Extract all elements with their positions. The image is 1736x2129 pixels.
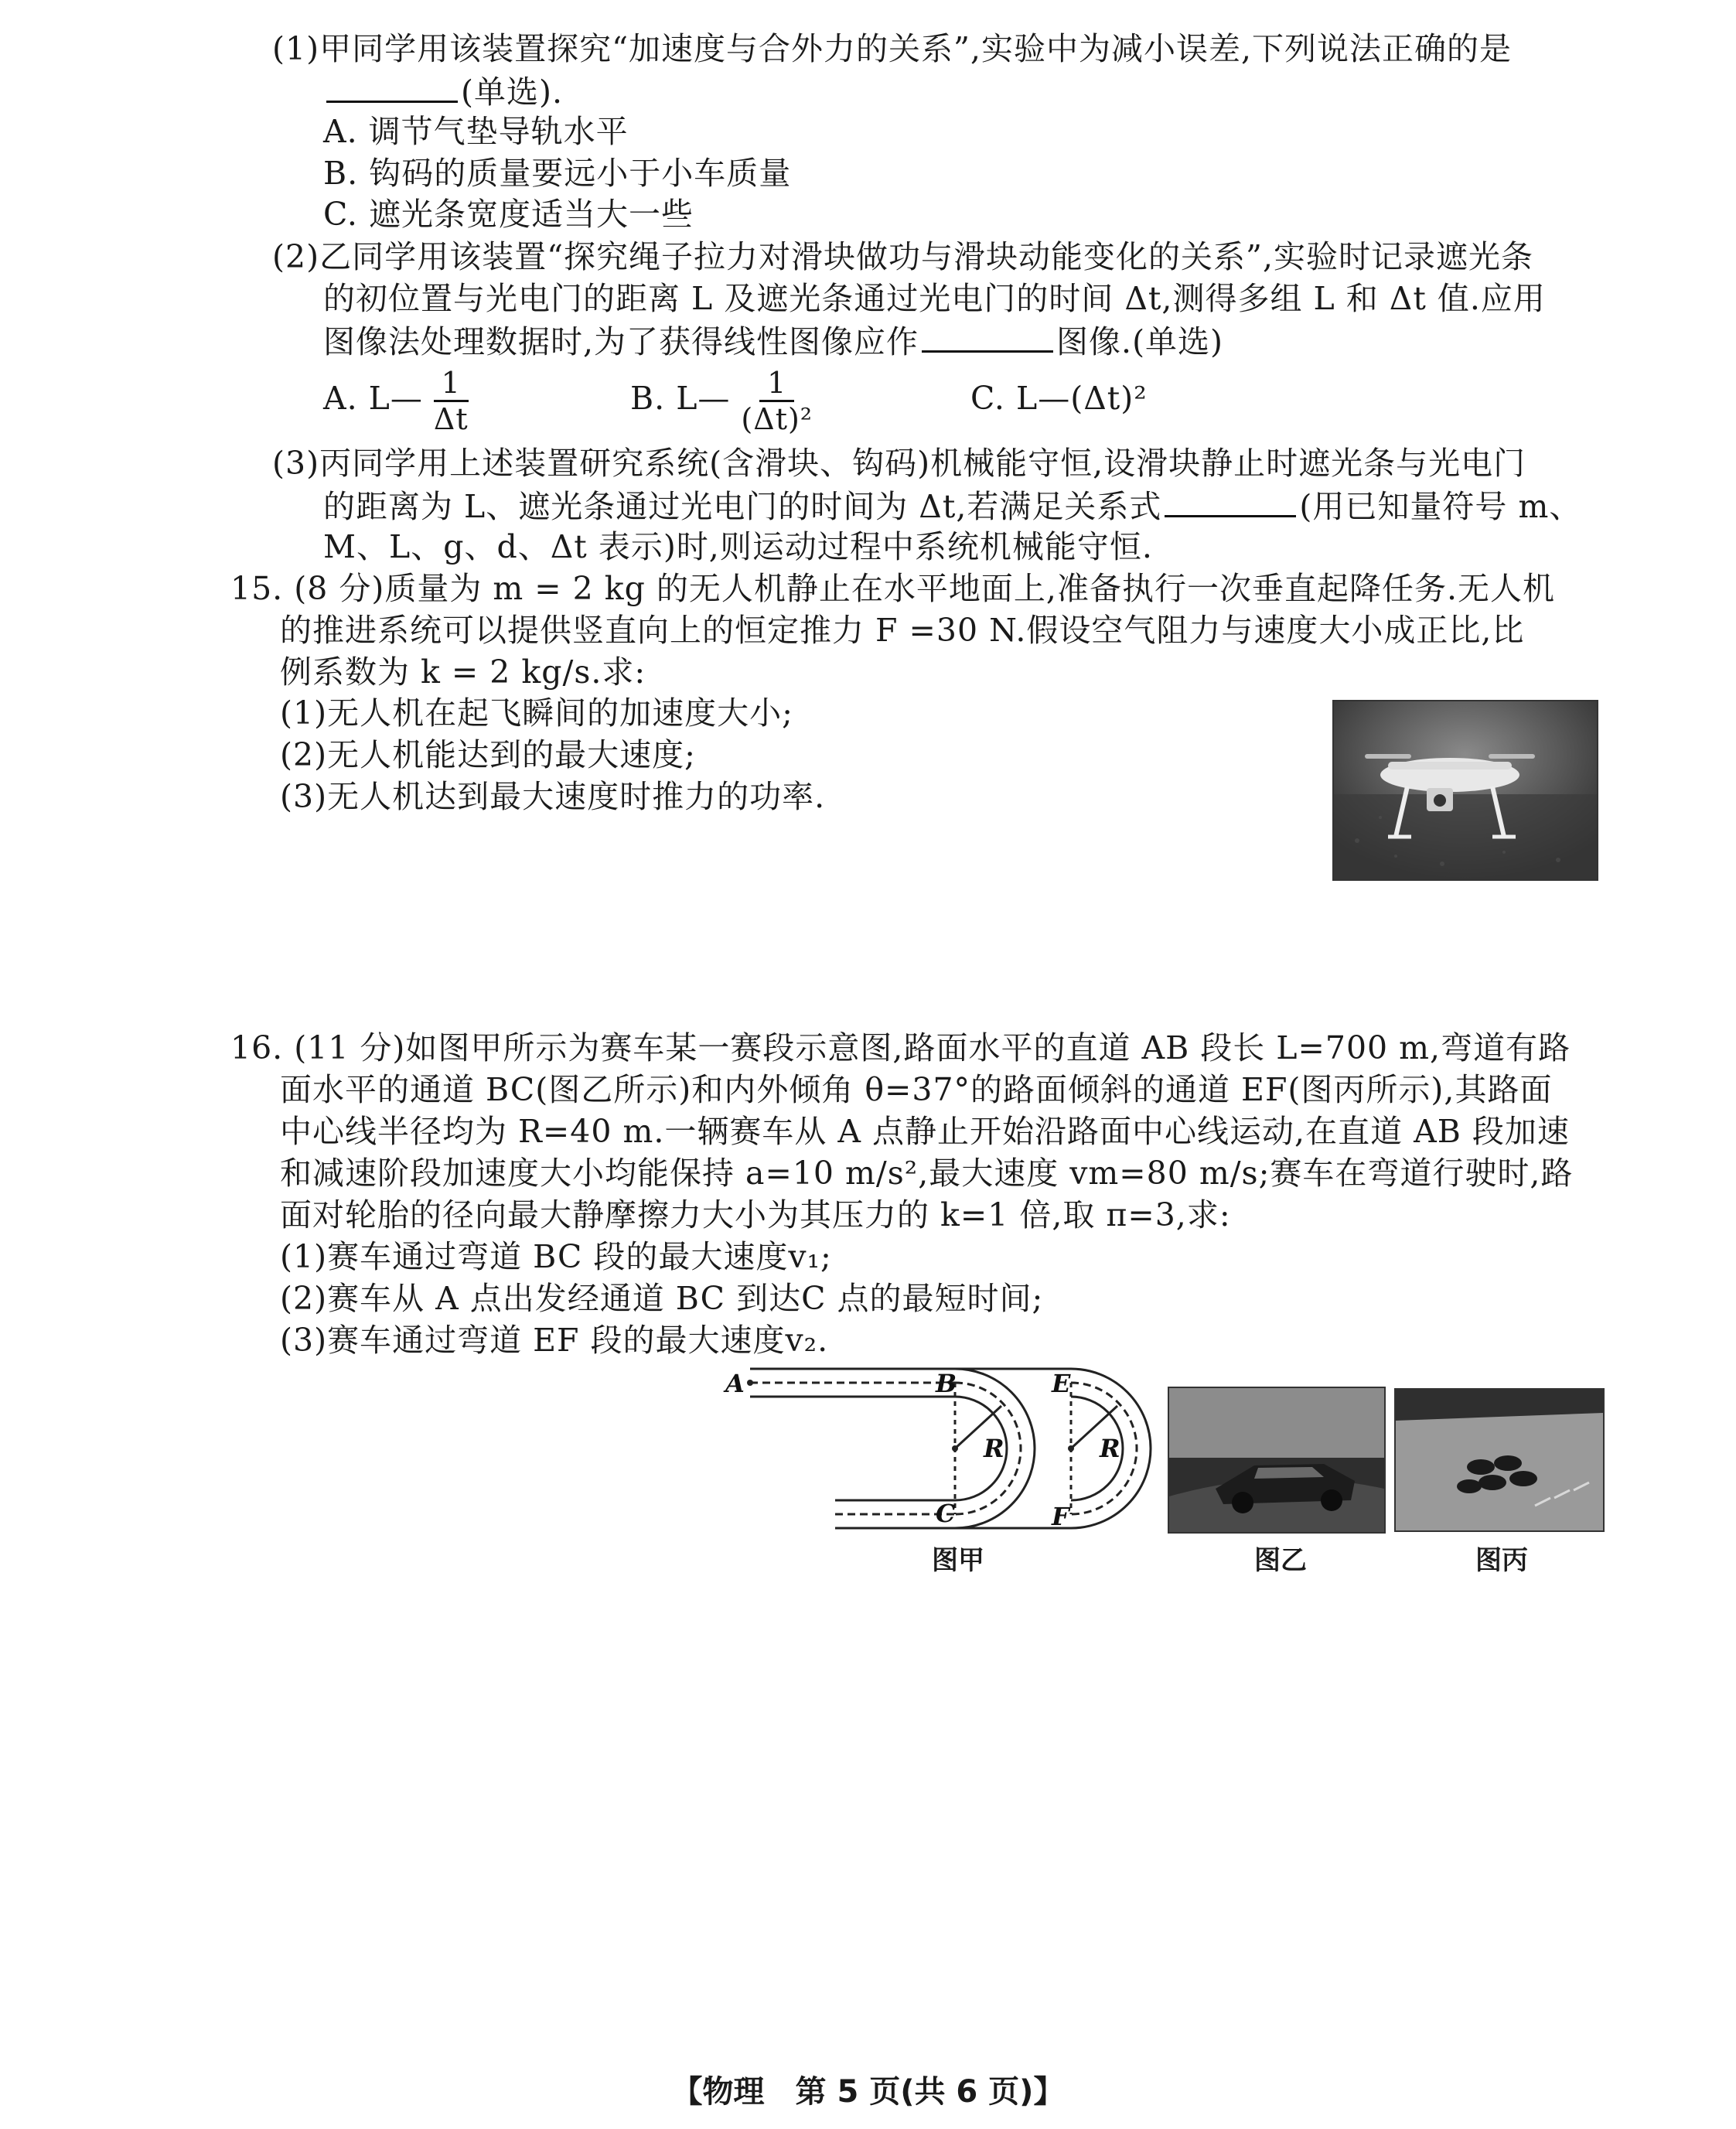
answer-blank[interactable] — [1165, 484, 1296, 517]
label-R1: R — [984, 1434, 1004, 1463]
answer-blank[interactable] — [922, 319, 1053, 353]
q15-line2: 的推进系统可以提供竖直向上的恒定推力 F =30 N.假设空气阻力与速度大小成正比,比 — [280, 612, 1525, 649]
q14-p2-option-b — [630, 363, 824, 436]
label-F: F — [1052, 1502, 1069, 1531]
drone-photo — [1332, 700, 1598, 881]
q14-p2-option-c: C. L—(Δt)² — [970, 380, 1148, 417]
banked-track-photo — [1394, 1388, 1605, 1532]
fraction-numerator: 1 — [759, 366, 794, 402]
option-a-prefix: A. L— — [323, 380, 423, 417]
q16-line1: 16. (11 分)如图甲所示为赛车某一赛段示意图,路面水平的直道 AB 段长 L=700 m,弯道有路 — [230, 1029, 1571, 1066]
race-car-photo — [1168, 1387, 1386, 1534]
q16-line5: 面对轮胎的径向最大静摩擦力大小为其压力的 k=1 倍,取 π=3,求: — [280, 1196, 1231, 1233]
q14-p2-line2: 的初位置与光电门的距离 L 及遮光条通过光电门的时间 Δt,测得多组 L 和 Δt 值.应用 — [323, 280, 1546, 317]
q15-sub2: (2)无人机能达到的最大速度; — [280, 736, 696, 773]
q14-p2-line3-tail: 图像.(单选) — [1056, 323, 1224, 360]
q14-p3-line2-tail: (用已知量符号 m、 — [1299, 488, 1582, 525]
q14-p1-option-a: A. 调节气垫导轨水平 — [323, 113, 629, 150]
caption-jia: 图甲 — [932, 1545, 984, 1576]
q15-line1: 15. (8 分)质量为 m = 2 kg 的无人机静止在水平地面上,准备执行一次垂直起降任务.无人机 — [230, 570, 1555, 607]
q16-sub3: (3)赛车通过弯道 EF 段的最大速度v₂. — [280, 1322, 829, 1359]
q15-sub1: (1)无人机在起飞瞬间的加速度大小; — [280, 694, 793, 732]
drone-illustration — [1334, 701, 1597, 879]
q14-p1-line2-text: (单选). — [461, 73, 564, 111]
q15-sub3: (3)无人机达到最大速度时推力的功率. — [280, 778, 826, 815]
fraction-numerator: 1 — [434, 366, 469, 402]
q14-p2-line3 — [323, 319, 1223, 363]
race-car-illustration — [1169, 1388, 1384, 1532]
label-B: B — [936, 1369, 957, 1398]
q16-line3: 中心线半径均为 R=40 m.一辆赛车从 A 点静止开始沿路面中心线运动,在直道 AB 段加速 — [280, 1113, 1570, 1150]
q16-line4: 和减速阶段加速度大小均能保持 a=10 m/s²,最大速度 vm=80 m/s;赛车在弯道行驶时,路 — [280, 1155, 1574, 1192]
option-b-prefix: B. L— — [630, 380, 731, 417]
q14-p1-option-b: B. 钩码的质量要远小于小车质量 — [323, 155, 792, 192]
label-C: C — [936, 1499, 956, 1528]
q14-p3-line2-text: 的距离为 L、遮光条通过光电门的时间为 Δt,若满足关系式 — [323, 488, 1162, 525]
q14-p2-line1: (2)乙同学用该装置“探究绳子拉力对滑块做功与滑块动能变化的关系”,实验时记录遮光条 — [272, 238, 1534, 275]
caption-yi: 图乙 — [1254, 1545, 1307, 1576]
label-R2: R — [1100, 1434, 1120, 1463]
q14-p2-line3-text: 图像法处理数据时,为了获得线性图像应作 — [323, 323, 919, 360]
banked-track-illustration — [1396, 1390, 1603, 1530]
q14-p2-option-a — [323, 363, 479, 436]
page-footer: 【物理 第 5 页(共 6 页)】 — [671, 2074, 1065, 2110]
q16-sub2: (2)赛车从 A 点出发经通道 BC 到达C 点的最短时间; — [280, 1280, 1044, 1317]
q16-line2: 面水平的通道 BC(图乙所示)和内外倾角 θ=37°的路面倾斜的通道 EF(图丙所示),其路面 — [280, 1071, 1553, 1108]
option-b-fraction — [733, 366, 820, 436]
label-E: E — [1052, 1369, 1071, 1398]
q15-line3: 例系数为 k = 2 kg/s.求: — [280, 653, 646, 691]
fraction-denominator: (Δt)² — [741, 402, 813, 436]
q14-p3-line3: M、L、g、d、Δt 表示)时,则运动过程中系统机械能守恒. — [323, 528, 1153, 565]
q16-sub1: (1)赛车通过弯道 BC 段的最大速度v₁; — [280, 1238, 832, 1275]
q14-p1-option-c: C. 遮光条宽度适当大一些 — [323, 196, 694, 233]
q14-p3-line2 — [323, 484, 1581, 527]
caption-bing: 图丙 — [1475, 1545, 1528, 1576]
label-A: A — [725, 1369, 745, 1398]
q14-p1-line2 — [323, 70, 563, 113]
q14-p1-line1: (1)甲同学用该装置探究“加速度与合外力的关系”,实验中为减小误差,下列说法正确的是 — [272, 30, 1513, 67]
track-diagram — [719, 1360, 1168, 1545]
option-a-fraction — [426, 366, 476, 436]
q14-p3-line1: (3)丙同学用上述装置研究系统(含滑块、钩码)机械能守恒,设滑块静止时遮光条与光电门 — [272, 445, 1526, 482]
answer-blank[interactable] — [326, 70, 458, 103]
fraction-denominator: Δt — [433, 402, 469, 436]
